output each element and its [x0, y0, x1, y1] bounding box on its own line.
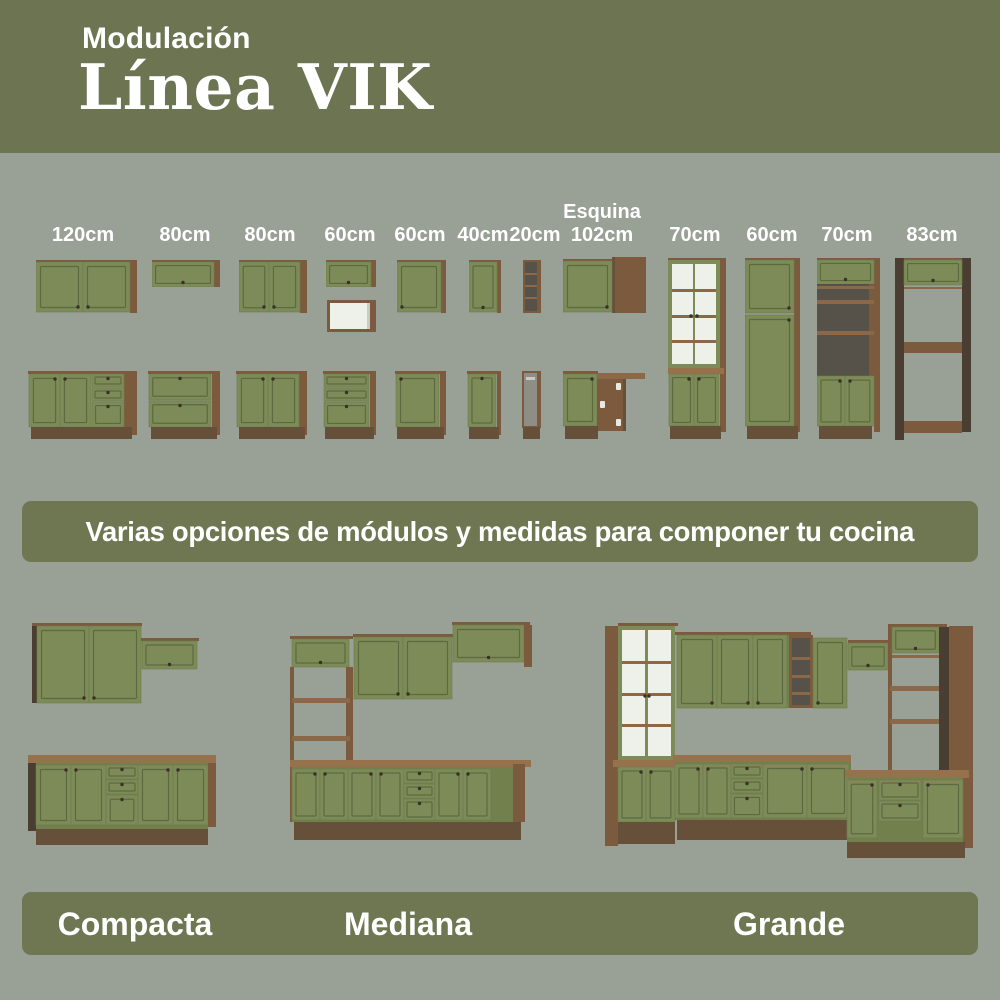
module-70cm-oven-tower-unit	[817, 258, 880, 439]
module-60cm-drawer-base-cabinet	[323, 371, 376, 439]
size-label-120cm: 120cm	[51, 224, 115, 246]
module-40cm-wall-cabinet	[469, 260, 501, 313]
size-label-esquina-line1: Esquina	[563, 201, 641, 223]
module-80cm-drawer-base-cabinet	[148, 371, 220, 439]
size-label-80cm-a: 80cm	[159, 224, 211, 246]
module-120cm-base-cabinet	[28, 371, 137, 439]
module-60cm-door-base-cabinet	[395, 371, 446, 439]
module-80cm-door-base-cabinet	[236, 371, 307, 439]
module-60cm-pantry-tall-unit	[745, 258, 800, 439]
module-60cm-open-wall-box	[327, 300, 376, 332]
module-70cm-glass-tall-unit	[668, 258, 726, 439]
size-label-esquina-line2: 102cm	[570, 224, 634, 246]
module-60cm-wall-cabinet	[397, 260, 446, 313]
kitchen-label-grande: Grande	[732, 906, 846, 942]
size-label-70cm-a: 70cm	[669, 224, 721, 246]
module-20cm-open-shelf-wall-unit	[523, 260, 541, 313]
module-20cm-open-base-unit	[522, 371, 541, 439]
kitchen-label-mediana: Mediana	[343, 906, 473, 942]
module-esquina-102cm-wall-cabinet	[563, 257, 648, 313]
module-40cm-base-cabinet	[467, 371, 501, 439]
module-83cm-fridge-frame-unit	[895, 258, 971, 440]
kitchen-label-compacta: Compacta	[57, 906, 213, 942]
size-label-60cm-b: 60cm	[394, 224, 446, 246]
size-label-60cm-c: 60cm	[746, 224, 798, 246]
kitchen-compacta-illustration	[28, 615, 220, 847]
header-title: Línea VIK	[78, 50, 433, 124]
middle-banner	[22, 501, 978, 562]
module-120cm-wall-cabinet	[36, 260, 137, 313]
size-label-80cm-b: 80cm	[244, 224, 296, 246]
size-label-20cm: 20cm	[509, 224, 561, 246]
header-subtitle: Modulación	[82, 22, 251, 55]
banner-text: Varias opciones de módulos y medidas para componer tu cocina	[85, 515, 915, 547]
module-60cm-flap-wall-cabinet	[326, 260, 376, 287]
module-80cm-flap-wall-cabinet	[152, 260, 220, 287]
size-label-70cm-b: 70cm	[821, 224, 873, 246]
size-label-83cm: 83cm	[906, 224, 958, 246]
module-80cm-wall-cabinet	[239, 260, 307, 313]
module-esquina-102cm-base-cabinet	[563, 371, 645, 440]
size-label-60cm-a: 60cm	[324, 224, 376, 246]
kitchen-grande-illustration	[605, 612, 985, 862]
size-label-40cm: 40cm	[457, 224, 509, 246]
kitchen-mediana-illustration	[290, 612, 536, 857]
